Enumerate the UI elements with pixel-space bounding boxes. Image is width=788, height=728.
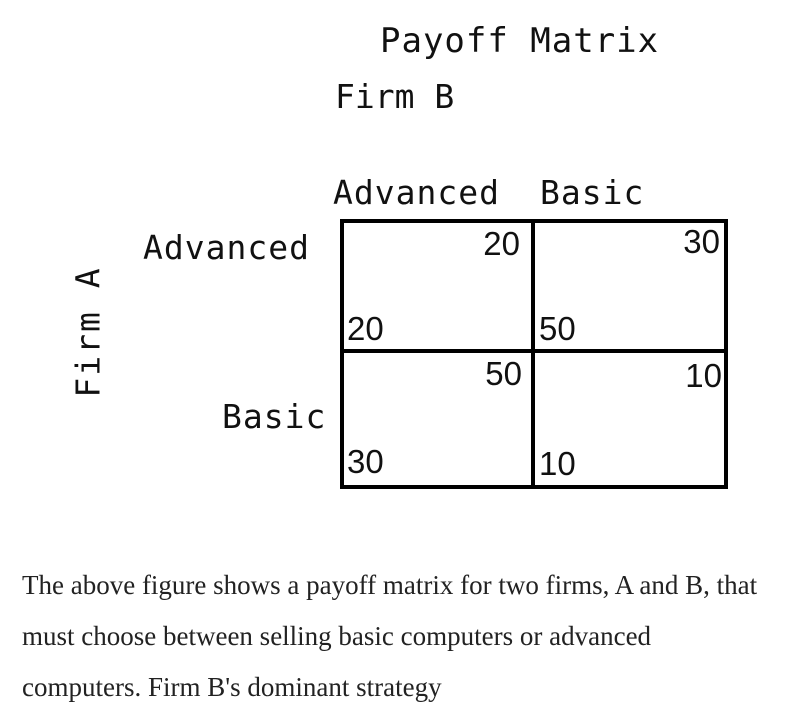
cell-advanced-advanced-firm-a-payoff: 20 <box>347 310 384 347</box>
question-text: The above figure shows a payoff matrix for two firms, A and B, that must choose between selling basic computers or advanced computers. Firm B's dominant strategy <box>22 570 758 702</box>
column-header-advanced: Advanced <box>333 173 500 212</box>
matrix-column-divider <box>531 219 535 489</box>
column-player-label: Firm B <box>335 77 455 116</box>
matrix-title: Payoff Matrix <box>380 21 660 61</box>
row-header-basic: Basic <box>222 397 327 436</box>
column-header-basic: Basic <box>540 173 645 212</box>
cell-basic-basic-firm-a-payoff: 10 <box>539 445 576 482</box>
cell-basic-advanced-firm-b-payoff: 50 <box>485 355 522 392</box>
matrix-row-divider <box>340 349 728 353</box>
cell-advanced-basic-firm-a-payoff: 50 <box>539 310 576 347</box>
cell-basic-basic-firm-b-payoff: 10 <box>685 357 722 394</box>
row-header-advanced: Advanced <box>143 228 310 267</box>
cell-basic-advanced-firm-a-payoff: 30 <box>347 443 384 480</box>
cell-advanced-advanced-firm-b-payoff: 20 <box>483 225 520 262</box>
cell-advanced-basic-firm-b-payoff: 30 <box>683 223 720 260</box>
row-player-label: Firm A <box>68 266 108 398</box>
